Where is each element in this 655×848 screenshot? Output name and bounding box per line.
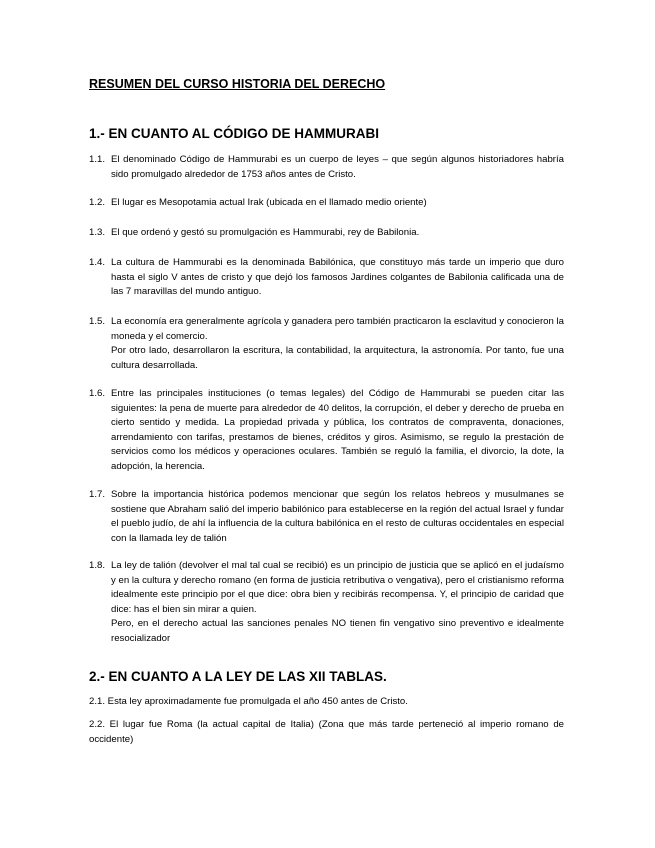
item-number: 1.2. xyxy=(89,197,106,208)
item-text: Entre las principales instituciones (o temas legales) del Código de Hammurabi se pueden citar las siguientes: la pena de muerte para alrededor de 40 delitos, la corrupción, el deber y derecho de prueba en cierto sentido y medida. La propiedad privada y pública, los contratos de compraventa, donaciones, arrendamiento con tarifas, prestamos de bienes, créditos y giros. Asimismo, se regulo la prestación de servicios como los médicos y operaciones oculares. También se reguló la familia, el divorcio, la dote, la adopción, la herencia. xyxy=(111,388,564,472)
item-text: El lugar es Mesopotamia actual Irak (ubicada en el llamado medio oriente) xyxy=(111,197,427,208)
list-item xyxy=(89,387,564,474)
item-text: El que ordenó y gestó su promulgación es Hammurabi, rey de Babilonia. xyxy=(111,227,420,238)
item-text: Sobre la importancia histórica podemos mencionar que según los relatos hebreos y musulmanes se sostiene que Abraham salió del imperio babilónico para establecerse en la región del actual Israel y fundar el pueblo judío, de ahí la influencia de la cultura babilónica en el resto de culturas occidentales en especial con la llamada ley de talión xyxy=(111,489,564,544)
list-item xyxy=(89,256,564,300)
list-item xyxy=(89,488,564,546)
list-item xyxy=(89,196,564,211)
item-number: 1.7. xyxy=(89,489,106,500)
list-item xyxy=(89,315,564,373)
item-text: La economía era generalmente agrícola y ganadera pero también practicaron la esclavitud y conocieron la moneda y el comercio. xyxy=(111,316,564,342)
item-number: 1.5. xyxy=(89,316,106,327)
item-number: 1.1. xyxy=(89,154,106,165)
paragraph: 2.2. El lugar fue Roma (la actual capital de Italia) (Zona que más tarde perteneció al imperio romano de occidente) xyxy=(89,719,564,745)
paragraph: 2.1. Esta ley aproximadamente fue promulgada el año 450 antes de Cristo. xyxy=(89,696,408,707)
section-heading-hammurabi: 1.- EN CUANTO AL CÓDIGO DE HAMMURABI xyxy=(89,126,380,141)
list-item xyxy=(89,226,564,241)
item-text: El denominado Código de Hammurabi es un cuerpo de leyes – que según algunos historiadores habría sido promulgado alrededor de 1753 años antes de Cristo. xyxy=(111,154,564,180)
item-text-continued: Por otro lado, desarrollaron la escritura, la contabilidad, la arquitectura, la astronomía. Por tanto, fue una cultura desarrollada. xyxy=(111,345,564,371)
item-text-continued: Pero, en el derecho actual las sanciones penales NO tienen fin vengativo sino preventivo e idealmente resocializador xyxy=(111,618,564,644)
item-number: 1.6. xyxy=(89,388,106,399)
item-number: 1.4. xyxy=(89,257,106,268)
item-text: La cultura de Hammurabi es la denominada Babilónica, que constituyo más tarde un imperio que duro hasta el siglo V antes de cristo y que dejó los famosos Jardines colgantes de Babilonia calificada una de las 7 maravillas del mundo antiguo. xyxy=(111,257,564,297)
list-item xyxy=(89,153,564,182)
item-text: La ley de talión (devolver el mal tal cual se recibió) es un principio de justicia que se aplicó en el judaísmo y en la cultura y derecho romano (en forma de justicia retributiva o vengativa), pero el cristianismo reforma idealmente este principio por el que dice: obra bien y recibirás recompensa. Y, el principio de caridad que dice: has el bien sin mirar a quien. xyxy=(111,560,564,615)
item-number: 1.3. xyxy=(89,227,106,238)
list-item xyxy=(89,559,564,646)
section-heading-xii-tablas: 2.- EN CUANTO A LA LEY DE LAS XII TABLAS. xyxy=(89,669,387,684)
item-number: 1.8. xyxy=(89,560,106,571)
document-title: RESUMEN DEL CURSO HISTORIA DEL DERECHO xyxy=(89,77,386,91)
